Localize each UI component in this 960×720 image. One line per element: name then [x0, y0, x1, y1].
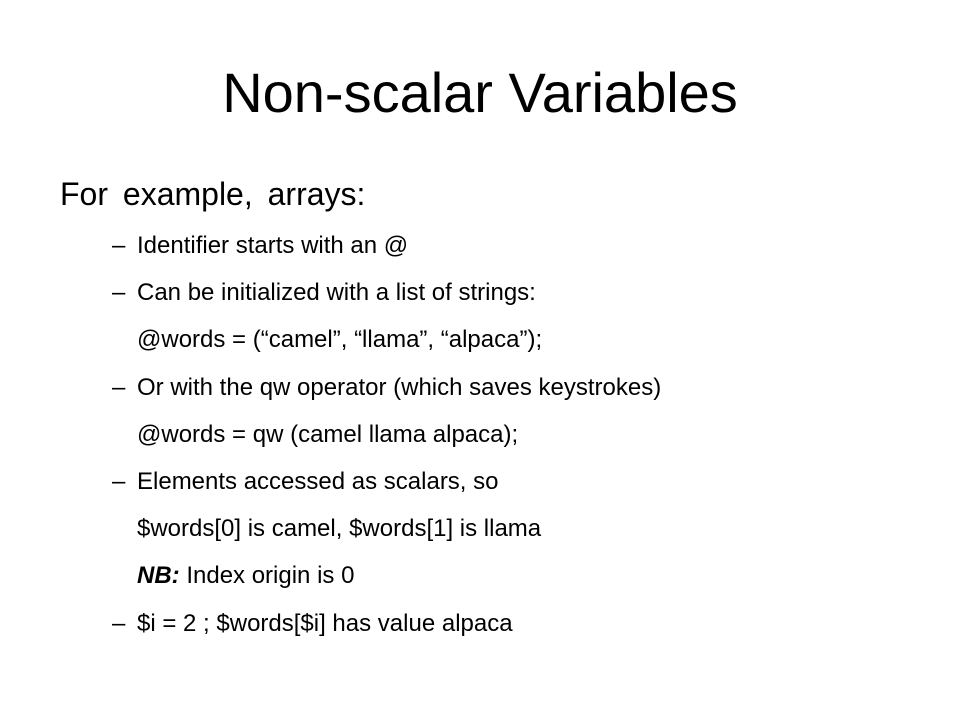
- bullet-list: [0, 228, 960, 653]
- bullet-dash: –: [112, 232, 126, 259]
- bullet-dash: –: [112, 279, 126, 307]
- bullet-item: [0, 464, 960, 511]
- bullet-item: [0, 370, 960, 417]
- bullet-text: Identifier starts with an @: [137, 232, 409, 259]
- bullet-dash: –: [112, 373, 126, 401]
- continuation-line: [0, 322, 960, 369]
- bullet-item: [0, 275, 960, 322]
- intro-text: For example, arrays:: [60, 176, 366, 212]
- bullet-text: Elements accessed as scalars, so: [137, 467, 499, 495]
- bullet-dash: –: [112, 609, 126, 637]
- bullet-item: [0, 228, 960, 275]
- continuation-line: [0, 511, 960, 558]
- note-body: Index origin is 0: [179, 562, 355, 590]
- code-example: $words[0] is camel, $words[1] is llama: [137, 515, 542, 543]
- bullet-text: Or with the qw operator (which saves keystrokes): [137, 373, 662, 401]
- slide-title: Non-scalar Variables: [222, 61, 738, 124]
- bullet-text: Can be initialized with a list of strings:: [137, 279, 536, 307]
- code-example: @words = qw (camel llama alpaca);: [137, 420, 519, 448]
- note-label: NB:: [137, 562, 180, 590]
- bullet-text: $i = 2 ; $words[$i] has value alpaca: [137, 609, 513, 637]
- continuation-line: [0, 417, 960, 464]
- bullet-dash: –: [112, 467, 126, 495]
- code-example: @words = (“camel”, “llama”, “alpaca”);: [137, 326, 543, 354]
- note-text: [137, 558, 354, 594]
- bullet-item: [0, 606, 960, 653]
- continuation-line: [0, 558, 960, 605]
